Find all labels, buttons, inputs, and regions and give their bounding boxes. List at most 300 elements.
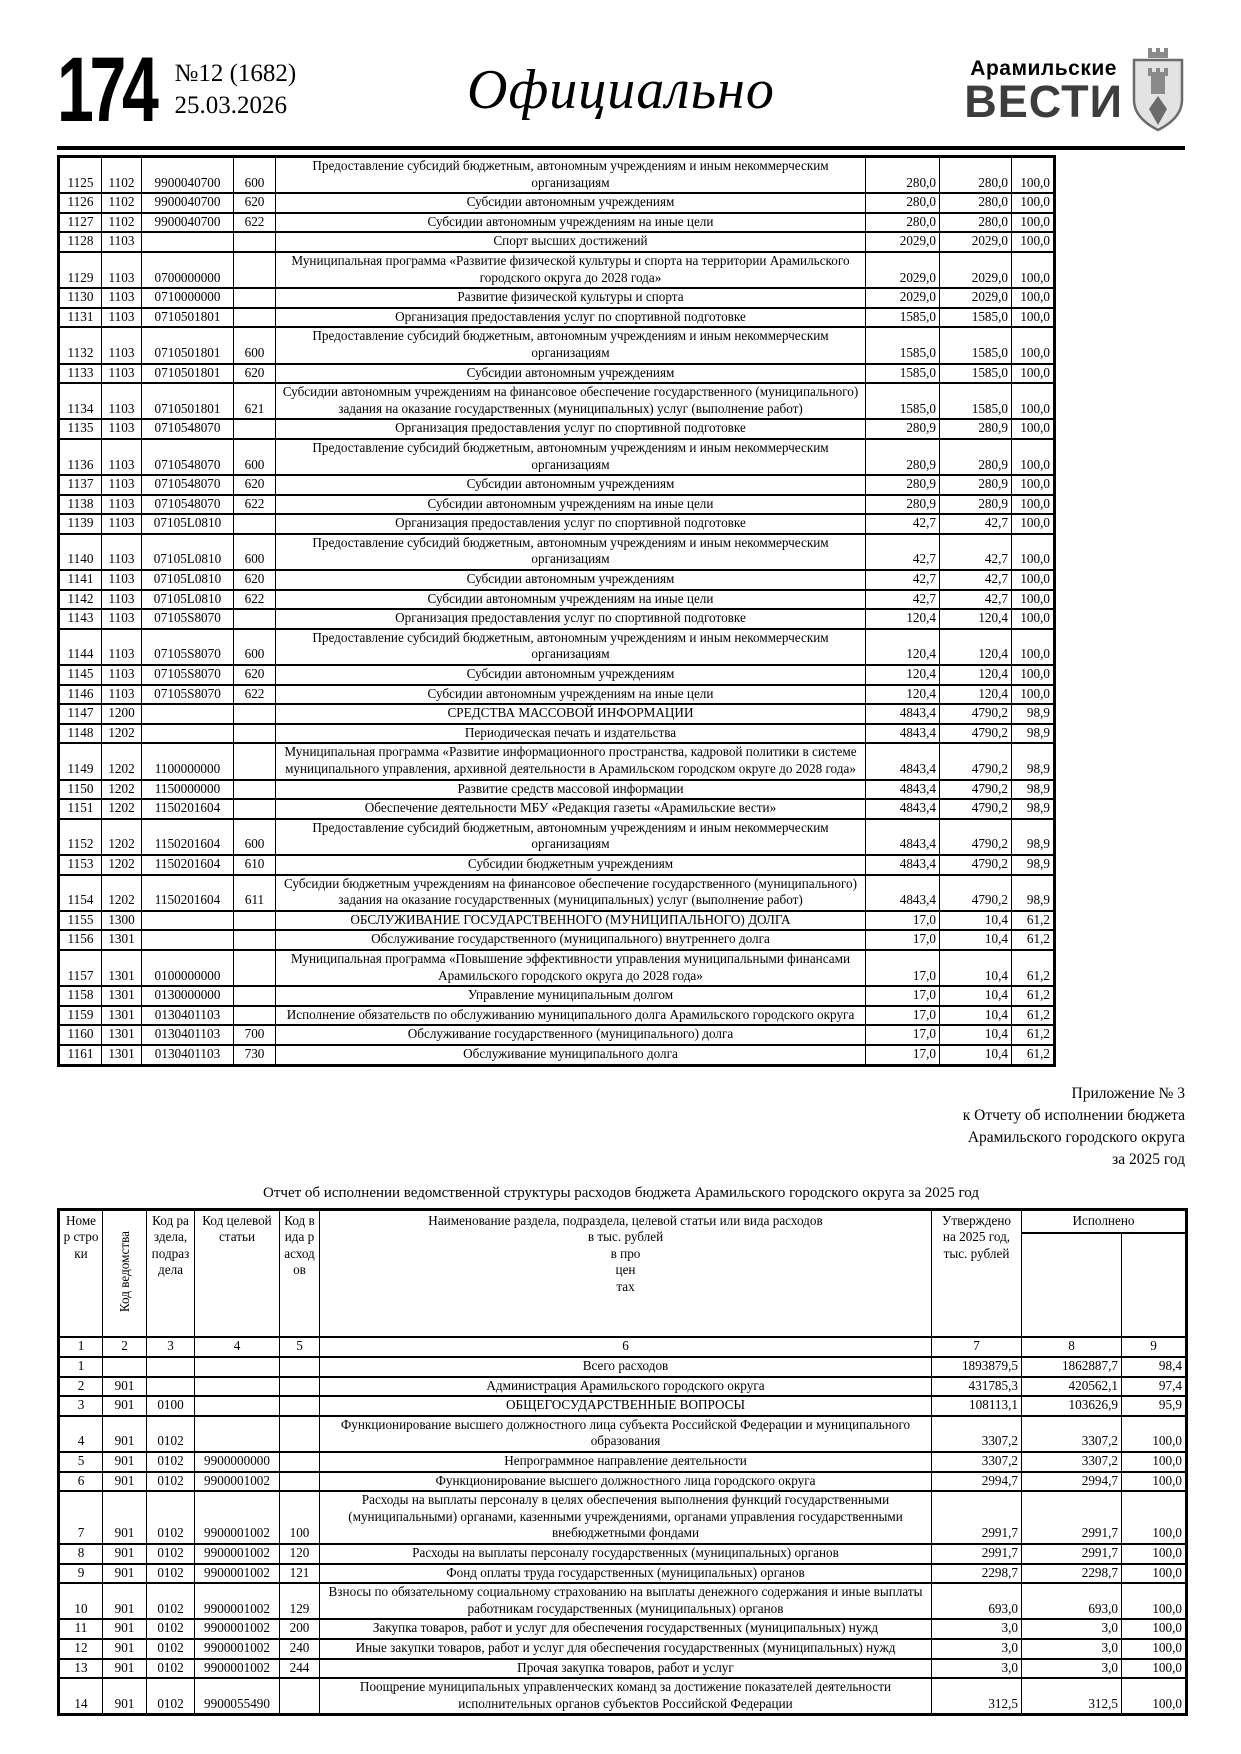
cell-executed: 4790,2: [940, 799, 1012, 819]
header-name-line: цен: [615, 1262, 636, 1278]
cell-name: Субсидии автономным учреждениям на иные цели: [276, 685, 866, 705]
cell-executed: 280,0: [940, 213, 1012, 233]
cell-target-article: 07105L0810: [142, 514, 234, 534]
column-number: 6: [320, 1337, 932, 1357]
cell-target-article: 9900000000: [195, 1452, 280, 1472]
cell-section-code: 1103: [102, 252, 142, 288]
cell-name: Субсидии автономным учреждениям: [276, 475, 866, 495]
cell-executed: 280,9: [940, 475, 1012, 495]
cell-expense-type: [234, 724, 276, 744]
table-row: [59, 743, 1055, 779]
column-number: 1: [59, 1337, 103, 1357]
cell-line-number: 1136: [59, 439, 102, 475]
budget-execution-table: [57, 155, 1056, 1067]
header-target-article: Код целевой статьи: [195, 1209, 280, 1337]
header-executed: Исполнено: [1022, 1209, 1187, 1233]
cell-percent: 98,9: [1012, 724, 1055, 744]
cell-approved: 108113,1: [932, 1396, 1022, 1416]
header-department-code: [103, 1209, 147, 1337]
cell-name: Предоставление субсидий бюджетным, автономным учреждениям и иным некоммерческим организациям: [276, 629, 866, 665]
table-row: [59, 252, 1055, 288]
cell-approved: 4843,4: [866, 799, 940, 819]
cell-section-code: 1202: [102, 875, 142, 911]
cell-name: ОБЩЕГОСУДАРСТВЕННЫЕ ВОПРОСЫ: [320, 1396, 932, 1416]
cell-line-number: 8: [59, 1544, 103, 1564]
cell-approved: 3307,2: [932, 1416, 1022, 1452]
cell-name: Обслуживание муниципального долга: [276, 1045, 866, 1065]
cell-expense-type: 200: [280, 1619, 320, 1639]
cell-expense-type: [234, 514, 276, 534]
cell-percent: 100,0: [1012, 364, 1055, 384]
cell-name: ОБСЛУЖИВАНИЕ ГОСУДАРСТВЕННОГО (МУНИЦИПАЛЬНОГО) ДОЛГА: [276, 911, 866, 931]
cell-expense-type: [234, 743, 276, 779]
table-row: [59, 1678, 1187, 1715]
cell-expense-type: 622: [234, 685, 276, 705]
table-row: [59, 308, 1055, 328]
cell-section-code: 1103: [102, 383, 142, 419]
cell-name: Спорт высших достижений: [276, 232, 866, 252]
table-row: [59, 1491, 1187, 1544]
cell-line-number: 1135: [59, 419, 102, 439]
cell-line-number: 1158: [59, 986, 102, 1006]
departmental-structure-table: [57, 1208, 1188, 1717]
cell-department-code: 901: [103, 1678, 147, 1715]
header-name-line: в тыс. рублей: [587, 1229, 664, 1245]
cell-line-number: 1143: [59, 609, 102, 629]
cell-name: Функционирование высшего должностного лица городского округа: [320, 1472, 932, 1492]
table-row: [59, 157, 1055, 194]
cell-target-article: 0710000000: [142, 288, 234, 308]
cell-executed: 4790,2: [940, 819, 1012, 855]
cell-approved: 4843,4: [866, 875, 940, 911]
table-row: [59, 819, 1055, 855]
cell-expense-type: 600: [234, 439, 276, 475]
table-row: [59, 875, 1055, 911]
cell-percent: 98,9: [1012, 819, 1055, 855]
cell-section-code: 0102: [147, 1619, 195, 1639]
cell-section-code: 1202: [102, 724, 142, 744]
cell-section-code: 0102: [147, 1659, 195, 1679]
cell-line-number: 4: [59, 1416, 103, 1452]
table-row: [59, 475, 1055, 495]
cell-approved: 3,0: [932, 1659, 1022, 1679]
cell-line-number: 1150: [59, 780, 102, 800]
cell-percent: 61,2: [1012, 950, 1055, 986]
header-executed-percent: [1122, 1233, 1187, 1337]
cell-approved: 120,4: [866, 629, 940, 665]
table-row: [59, 590, 1055, 610]
cell-target-article: [195, 1357, 280, 1377]
cell-executed: 1585,0: [940, 383, 1012, 419]
table-row: [59, 232, 1055, 252]
cell-target-article: [195, 1416, 280, 1452]
cell-percent: 100,0: [1012, 439, 1055, 475]
cell-percent: 98,9: [1012, 743, 1055, 779]
cell-executed: 280,0: [940, 193, 1012, 213]
cell-name: Непрограммное направление деятельности: [320, 1452, 932, 1472]
cell-percent: 100,0: [1122, 1639, 1187, 1659]
cell-section-code: [147, 1377, 195, 1397]
cell-name: Организация предоставления услуг по спортивной подготовке: [276, 308, 866, 328]
cell-expense-type: [234, 288, 276, 308]
cell-executed: 120,4: [940, 629, 1012, 665]
newspaper-logo: [964, 46, 1185, 134]
cell-percent: 98,9: [1012, 704, 1055, 724]
cell-section-code: 1301: [102, 1025, 142, 1045]
table-row: [59, 685, 1055, 705]
cell-percent: 61,2: [1012, 1025, 1055, 1045]
cell-executed: 3,0: [1022, 1619, 1122, 1639]
cell-target-article: 9900055490: [195, 1678, 280, 1715]
table-row: [59, 1396, 1187, 1416]
cell-percent: 100,0: [1012, 157, 1055, 194]
cell-executed: 2991,7: [1022, 1544, 1122, 1564]
table-row: [59, 724, 1055, 744]
cell-target-article: 9900001002: [195, 1619, 280, 1639]
column-number: 4: [195, 1337, 280, 1357]
cell-section-code: 1103: [102, 364, 142, 384]
cell-target-article: 07105L0810: [142, 590, 234, 610]
cell-expense-type: 600: [234, 629, 276, 665]
cell-approved: 2029,0: [866, 252, 940, 288]
header-department-code-label: Код ведомства: [116, 1230, 132, 1312]
cell-approved: 280,9: [866, 419, 940, 439]
cell-target-article: [142, 704, 234, 724]
cell-expense-type: 620: [234, 570, 276, 590]
cell-executed: 4790,2: [940, 724, 1012, 744]
cell-section-code: 1102: [102, 213, 142, 233]
cell-expense-type: 600: [234, 327, 276, 363]
cell-line-number: 9: [59, 1564, 103, 1584]
cell-executed: 10,4: [940, 930, 1012, 950]
cell-line-number: 1153: [59, 855, 102, 875]
cell-executed: 10,4: [940, 1006, 1012, 1026]
cell-percent: 100,0: [1012, 685, 1055, 705]
cell-approved: 2991,7: [932, 1491, 1022, 1544]
cell-expense-type: [280, 1377, 320, 1397]
cell-expense-type: [280, 1396, 320, 1416]
cell-line-number: 1145: [59, 665, 102, 685]
cell-percent: 100,0: [1122, 1472, 1187, 1492]
table-row: [59, 1583, 1187, 1619]
cell-approved: 4843,4: [866, 724, 940, 744]
cell-name: Расходы на выплаты персоналу в целях обеспечения выполнения функций государственными (муниципальными) органами, казенными учреждениями, органами управления государственными внебюджетными фондами: [320, 1491, 932, 1544]
cell-line-number: 1160: [59, 1025, 102, 1045]
cell-line-number: 1140: [59, 534, 102, 570]
cell-expense-type: 120: [280, 1544, 320, 1564]
cell-name: Обслуживание государственного (муниципального) внутреннего долга: [276, 930, 866, 950]
cell-executed: 280,9: [940, 419, 1012, 439]
cell-executed: 693,0: [1022, 1583, 1122, 1619]
cell-target-article: 07105S8070: [142, 665, 234, 685]
table-row: [59, 609, 1055, 629]
logo-text: [964, 56, 1123, 127]
cell-approved: 1585,0: [866, 308, 940, 328]
table-row: [59, 665, 1055, 685]
cell-expense-type: [234, 911, 276, 931]
table-header: [59, 1209, 1187, 1357]
table-row: [59, 193, 1055, 213]
cell-section-code: 1301: [102, 1045, 142, 1065]
cell-approved: 42,7: [866, 534, 940, 570]
cell-approved: 280,0: [866, 157, 940, 194]
cell-approved: 4843,4: [866, 704, 940, 724]
cell-line-number: 1139: [59, 514, 102, 534]
cell-department-code: 901: [103, 1619, 147, 1639]
cell-executed: 2029,0: [940, 252, 1012, 288]
cell-percent: 98,9: [1012, 875, 1055, 911]
cell-percent: 100,0: [1122, 1491, 1187, 1544]
cell-name: Развитие средств массовой информации: [276, 780, 866, 800]
cell-approved: 693,0: [932, 1583, 1022, 1619]
cell-percent: 100,0: [1122, 1452, 1187, 1472]
cell-executed: 10,4: [940, 986, 1012, 1006]
cell-name: Субсидии бюджетным учреждениям: [276, 855, 866, 875]
cell-name: Расходы на выплаты персоналу государственных (муниципальных) органов: [320, 1544, 932, 1564]
cell-line-number: 3: [59, 1396, 103, 1416]
cell-name: Функционирование высшего должностного лица субъекта Российской Федерации и муниципального образования: [320, 1416, 932, 1452]
cell-expense-type: 622: [234, 590, 276, 610]
cell-expense-type: [280, 1357, 320, 1377]
table-row: [59, 1452, 1187, 1472]
cell-executed: 3,0: [1022, 1659, 1122, 1679]
cell-section-code: 1202: [102, 799, 142, 819]
header-name: [320, 1209, 932, 1337]
cell-target-article: 9900001002: [195, 1472, 280, 1492]
cell-name: Периодическая печать и издательства: [276, 724, 866, 744]
cell-expense-type: [280, 1472, 320, 1492]
cell-name: Прочая закупка товаров, работ и услуг: [320, 1659, 932, 1679]
cell-executed: 3,0: [1022, 1639, 1122, 1659]
cell-percent: 98,9: [1012, 780, 1055, 800]
page-number: 174: [57, 38, 155, 141]
cell-approved: 17,0: [866, 986, 940, 1006]
cell-section-code: 1301: [102, 950, 142, 986]
cell-line-number: 1138: [59, 495, 102, 515]
cell-executed: 280,0: [940, 157, 1012, 194]
table-row: [59, 1045, 1055, 1065]
cell-percent: 97,4: [1122, 1377, 1187, 1397]
cell-approved: 120,4: [866, 609, 940, 629]
cell-name: Субсидии автономным учреждениям на финансовое обеспечение государственного (муниципального) задания на оказание государственных (муниципальных) услуг (выполнение работ): [276, 383, 866, 419]
cell-expense-type: 129: [280, 1583, 320, 1619]
cell-name: Муниципальная программа «Развитие физической культуры и спорта на территории Арамильского городского округа до 2028 года»: [276, 252, 866, 288]
cell-percent: 100,0: [1012, 665, 1055, 685]
cell-target-article: 9900040700: [142, 157, 234, 194]
cell-approved: 280,9: [866, 439, 940, 475]
header-name-line: тах: [616, 1278, 635, 1294]
table-row: [59, 629, 1055, 665]
cell-name: Предоставление субсидий бюджетным, автономным учреждениям и иным некоммерческим организациям: [276, 327, 866, 363]
cell-percent: 61,2: [1012, 1045, 1055, 1065]
cell-line-number: 1: [59, 1357, 103, 1377]
cell-line-number: 1152: [59, 819, 102, 855]
cell-line-number: 1142: [59, 590, 102, 610]
cell-approved: 2991,7: [932, 1544, 1022, 1564]
cell-percent: 98,4: [1122, 1357, 1187, 1377]
cell-percent: 100,0: [1122, 1619, 1187, 1639]
cell-department-code: 901: [103, 1639, 147, 1659]
logo-text-top: Арамильские: [970, 56, 1117, 80]
header-executed-amount: [1022, 1233, 1122, 1337]
cell-approved: 2029,0: [866, 288, 940, 308]
table-row: [59, 1006, 1055, 1026]
cell-department-code: 901: [103, 1564, 147, 1584]
cell-approved: 17,0: [866, 911, 940, 931]
cell-name: Субсидии автономным учреждениям на иные цели: [276, 495, 866, 515]
cell-section-code: 1103: [102, 534, 142, 570]
cell-expense-type: [234, 232, 276, 252]
cell-line-number: 10: [59, 1583, 103, 1619]
cell-executed: 4790,2: [940, 743, 1012, 779]
cell-line-number: 1147: [59, 704, 102, 724]
cell-target-article: 9900001002: [195, 1491, 280, 1544]
cell-section-code: 0102: [147, 1491, 195, 1544]
column-number: 3: [147, 1337, 195, 1357]
cell-expense-type: 620: [234, 665, 276, 685]
cell-section-code: [147, 1357, 195, 1377]
cell-section-code: 1300: [102, 911, 142, 931]
cell-approved: 17,0: [866, 1006, 940, 1026]
cell-section-code: 1202: [102, 855, 142, 875]
appendix-line: к Отчету об исполнении бюджета: [962, 1106, 1185, 1124]
cell-section-code: 1102: [102, 193, 142, 213]
cell-department-code: 901: [103, 1544, 147, 1564]
cell-executed: 103626,9: [1022, 1396, 1122, 1416]
table-row: [59, 1025, 1055, 1045]
cell-percent: 100,0: [1122, 1583, 1187, 1619]
cell-percent: 61,2: [1012, 1006, 1055, 1026]
cell-percent: 100,0: [1012, 590, 1055, 610]
cell-executed: 3307,2: [1022, 1416, 1122, 1452]
column-numbers-row: [59, 1337, 1187, 1357]
issue-date: 25.03.2026: [174, 92, 287, 119]
cell-name: Организация предоставления услуг по спортивной подготовке: [276, 514, 866, 534]
cell-section-code: 0102: [147, 1416, 195, 1452]
header-name-line: Наименование раздела, подраздела, целевой статьи или вида расходов: [428, 1212, 823, 1228]
cell-expense-type: 600: [234, 819, 276, 855]
cell-name: Администрация Арамильского городского округа: [320, 1377, 932, 1397]
cell-section-code: 0102: [147, 1452, 195, 1472]
cell-name: Субсидии автономным учреждениям: [276, 570, 866, 590]
table-row: [59, 1377, 1187, 1397]
cell-section-code: 1301: [102, 986, 142, 1006]
cell-section-code: 1202: [102, 780, 142, 800]
cell-target-article: 1150201604: [142, 855, 234, 875]
cell-section-code: 1103: [102, 327, 142, 363]
cell-name: Предоставление субсидий бюджетным, автономным учреждениям и иным некоммерческим организациям: [276, 439, 866, 475]
cell-target-article: 1100000000: [142, 743, 234, 779]
cell-executed: 42,7: [940, 570, 1012, 590]
report-table-body: [59, 1357, 1187, 1715]
cell-line-number: 1127: [59, 213, 102, 233]
cell-name: Субсидии автономным учреждениям: [276, 364, 866, 384]
cell-percent: 100,0: [1012, 495, 1055, 515]
cell-approved: 431785,3: [932, 1377, 1022, 1397]
cell-approved: 4843,4: [866, 743, 940, 779]
cell-approved: 280,0: [866, 213, 940, 233]
table-row: [59, 799, 1055, 819]
cell-executed: 280,9: [940, 495, 1012, 515]
cell-expense-type: 620: [234, 193, 276, 213]
cell-expense-type: 620: [234, 364, 276, 384]
cell-name: Фонд оплаты труда государственных (муниципальных) органов: [320, 1564, 932, 1584]
cell-department-code: 901: [103, 1583, 147, 1619]
cell-name: Организация предоставления услуг по спортивной подготовке: [276, 419, 866, 439]
cell-target-article: 07105S8070: [142, 629, 234, 665]
cell-expense-type: 730: [234, 1045, 276, 1065]
cell-percent: 100,0: [1012, 514, 1055, 534]
cell-section-code: 0102: [147, 1583, 195, 1619]
cell-line-number: 1155: [59, 911, 102, 931]
cell-approved: 4843,4: [866, 780, 940, 800]
cell-department-code: 901: [103, 1491, 147, 1544]
cell-line-number: 1130: [59, 288, 102, 308]
cell-executed: 2994,7: [1022, 1472, 1122, 1492]
cell-approved: 1585,0: [866, 327, 940, 363]
cell-approved: 17,0: [866, 930, 940, 950]
appendix-line: Арамильского городского округа: [967, 1128, 1185, 1146]
cell-target-article: 0130401103: [142, 1045, 234, 1065]
cell-target-article: 0700000000: [142, 252, 234, 288]
cell-executed: 4790,2: [940, 855, 1012, 875]
table-row: [59, 1357, 1187, 1377]
cell-section-code: 1301: [102, 1006, 142, 1026]
cell-approved: 280,9: [866, 495, 940, 515]
cell-target-article: 0710501801: [142, 383, 234, 419]
cell-line-number: 1131: [59, 308, 102, 328]
cell-percent: 100,0: [1012, 327, 1055, 363]
cell-expense-type: [280, 1452, 320, 1472]
cell-expense-type: 100: [280, 1491, 320, 1544]
cell-approved: 312,5: [932, 1678, 1022, 1715]
cell-expense-type: [234, 986, 276, 1006]
table-row: [59, 570, 1055, 590]
table-row: [59, 1472, 1187, 1492]
cell-approved: 3307,2: [932, 1452, 1022, 1472]
cell-expense-type: 244: [280, 1659, 320, 1679]
cell-name: Обслуживание государственного (муниципального) долга: [276, 1025, 866, 1045]
cell-percent: 100,0: [1012, 383, 1055, 419]
cell-name: Субсидии автономным учреждениям на иные цели: [276, 213, 866, 233]
cell-percent: 98,9: [1012, 855, 1055, 875]
cell-line-number: 14: [59, 1678, 103, 1715]
table-row: [59, 950, 1055, 986]
table-row: [59, 1564, 1187, 1584]
table-row: [59, 1619, 1187, 1639]
cell-name: Муниципальная программа «Повышение эффективности управления муниципальными финансами Арамильского городского округа до 2028 года»: [276, 950, 866, 986]
cell-line-number: 1129: [59, 252, 102, 288]
cell-target-article: 07105L0810: [142, 570, 234, 590]
cell-section-code: 1200: [102, 704, 142, 724]
cell-expense-type: 621: [234, 383, 276, 419]
cell-executed: 1862887,7: [1022, 1357, 1122, 1377]
cell-percent: 100,0: [1012, 629, 1055, 665]
section-title: Официально: [467, 59, 775, 121]
cell-executed: 42,7: [940, 534, 1012, 570]
issue-number: №12 (1682): [174, 59, 297, 87]
cell-name: Закупка товаров, работ и услуг для обеспечения государственных (муниципальных) нужд: [320, 1619, 932, 1639]
cell-expense-type: [234, 799, 276, 819]
cell-approved: 120,4: [866, 685, 940, 705]
cell-executed: 4790,2: [940, 780, 1012, 800]
cell-expense-type: [234, 308, 276, 328]
masthead: [57, 40, 1185, 140]
cell-target-article: 9900001002: [195, 1639, 280, 1659]
cell-section-code: 1103: [102, 419, 142, 439]
table-row: [59, 930, 1055, 950]
cell-target-article: 0710501801: [142, 308, 234, 328]
